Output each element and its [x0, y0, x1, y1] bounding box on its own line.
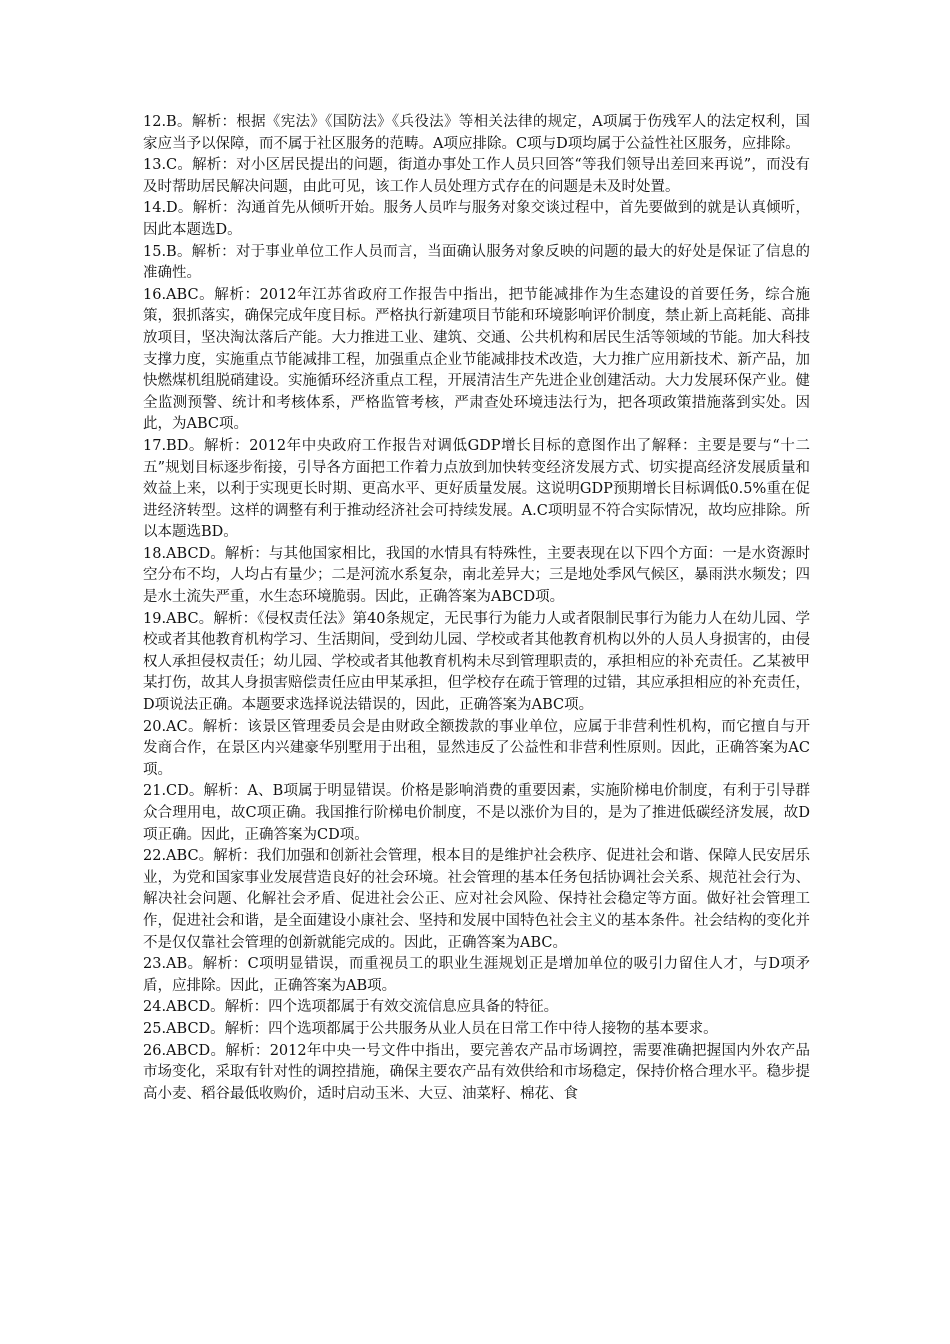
answer-25: 25.ABCD。解析：四个选项都属于公共服务从业人员在日常工作中待人接物的基本要求。 — [143, 1020, 718, 1037]
answer-17: 17.BD。解析：2012年中央政府工作报告对调低GDP增长目标的意图作出了解释：主要是要与“十二五”规划目标逐步衔接，引导各方面把工作着力点放到加快转变经济发展方式、切实提高经济发展质量和效益上来，以利于实现更长时期、更高水平、更好质量发展。这说明GDP预期增长目标调低0.5%重在促进经济转型。这样的调整有利于推动经济社会可持续发展。A.C项明显不符合实际情况，故均应排除。所以本题选BD。 — [143, 437, 810, 541]
answer-24: 24.ABCD。解析：四个选项都属于有效交流信息应具备的特征。 — [143, 999, 559, 1016]
answer-explanations — [143, 112, 810, 1105]
answer-21: 21.CD。解析：A、B项属于明显错误。价格是影响消费的重要因素，实施阶梯电价制度，有利于引导群众合理用电，故C项正确。我国推行阶梯电价制度，不是以涨价为目的，是为了推进低碳经济发展，故D项正确。因此，正确答案为CD项。 — [143, 783, 810, 843]
answer-22: 22.ABC。解析：我们加强和创新社会管理，根本目的是维护社会秩序、促进社会和谐、保障人民安居乐业，为党和国家事业发展营造良好的社会环境。社会管理的基本任务包括协调社会关系、规范社会行为、解决社会问题、化解社会矛盾、促进社会公正、应对社会风险、保持社会稳定等方面。做好社会管理工作，促进社会和谐，是全面建设小康社会、坚持和发展中国特色社会主义的基本条件。社会结构的变化并不是仅仅靠社会管理的创新就能完成的。因此，正确答案为ABC。 — [143, 848, 810, 951]
answer-13: 13.C。解析：对小区居民提出的问题，街道办事处工作人员只回答“等我们领导出差回来再说”，而没有及时帮助居民解决问题，由此可见，该工作人员处理方式存在的问题是未及时处置。 — [143, 157, 810, 195]
answer-20: 20.AC。解析：该景区管理委员会是由财政全额拨款的事业单位，应属于非营利性机构，而它擅自与开发商合作，在景区内兴建豪华别墅用于出租，显然违反了公益性和非营利性原则。因此，正确答案为AC项。 — [143, 718, 810, 778]
answer-26: 26.ABCD。解析：2012年中央一号文件中指出，要完善农产品市场调控，需要准确把握国内外农产品市场变化，采取有针对性的调控措施，确保主要农产品有效供给和市场稳定，保持价格合理水平。稳步提高小麦、稻谷最低收购价，适时启动玉米、大豆、油菜籽、棉花、食 — [143, 1042, 810, 1102]
answer-12: 12.B。解析：根据《宪法》《国防法》《兵役法》等相关法律的规定，A项属于伤残军人的法定权利，国家应当予以保障，而不属于社区服务的范畴。A项应排除。C项与D项均属于公益性社区服务，应排除。 — [143, 114, 810, 152]
answer-14: 14.D。解析：沟通首先从倾听开始。服务人员咋与服务对象交谈过程中，首先要做到的就是认真倾听，因此本题选D。 — [143, 200, 810, 238]
answer-19: 19.ABC。解析：《侵权责任法》第40条规定，无民事行为能力人或者限制民事行为能力人在幼儿园、学校或者其他教育机构学习、生活期间，受到幼儿园、学校或者其他教育机构以外的人员人身损害的，由侵权人承担侵权责任；幼儿园、学校或者其他教育机构未尽到管理职责的，承担相应的补充责任。乙某被甲某打伤，故其人身损害赔偿责任应由甲某承担，但学校存在疏于管理的过错，其应承担相应的补充责任，D项说法正确。本题要求选择说法错误的，因此，正确答案为ABC项。 — [143, 610, 810, 714]
answer-16: 16.ABC。解析：2012年江苏省政府工作报告中指出，把节能减排作为生态建设的首要任务，综合施策，狠抓落实，确保完成年度目标。严格执行新建项目节能和环境影响评价制度，禁止新上高耗能、高排放项目，坚决淘汰落后产能。大力推进工业、建筑、交通、公共机构和居民生活等领域的节能。加大科技支撑力度，实施重点节能减排工程，加强重点企业节能减排技术改造，大力推广应用新技术、新产品，加快燃煤机组脱硝建设。实施循环经济重点工程，开展清洁生产先进企业创建活动。大力发展环保产业。健全监测预警、统计和考核体系，严格监管考核，严肃查处环境违法行为，把各项政策措施落到实处。因此，为ABC项。 — [143, 286, 810, 433]
answer-15: 15.B。解析：对于事业单位工作人员而言，当面确认服务对象反映的问题的最大的好处是保证了信息的准确性。 — [143, 243, 810, 282]
answer-18: 18.ABCD。解析：与其他国家相比，我国的水情具有特殊性，主要表现在以下四个方面：一是水资源时空分布不均，人均占有量少；二是河流水系复杂，南北差异大；三是地处季风气候区，暴雨洪水频发；四是水土流失严重，水生态环境脆弱。因此，正确答案为ABCD项。 — [143, 545, 810, 606]
answer-23: 23.AB。解析：C项明显错误，而重视员工的职业生涯规划正是增加单位的吸引力留住人才，与D项矛盾，应排除。因此，正确答案为AB项。 — [143, 956, 810, 994]
